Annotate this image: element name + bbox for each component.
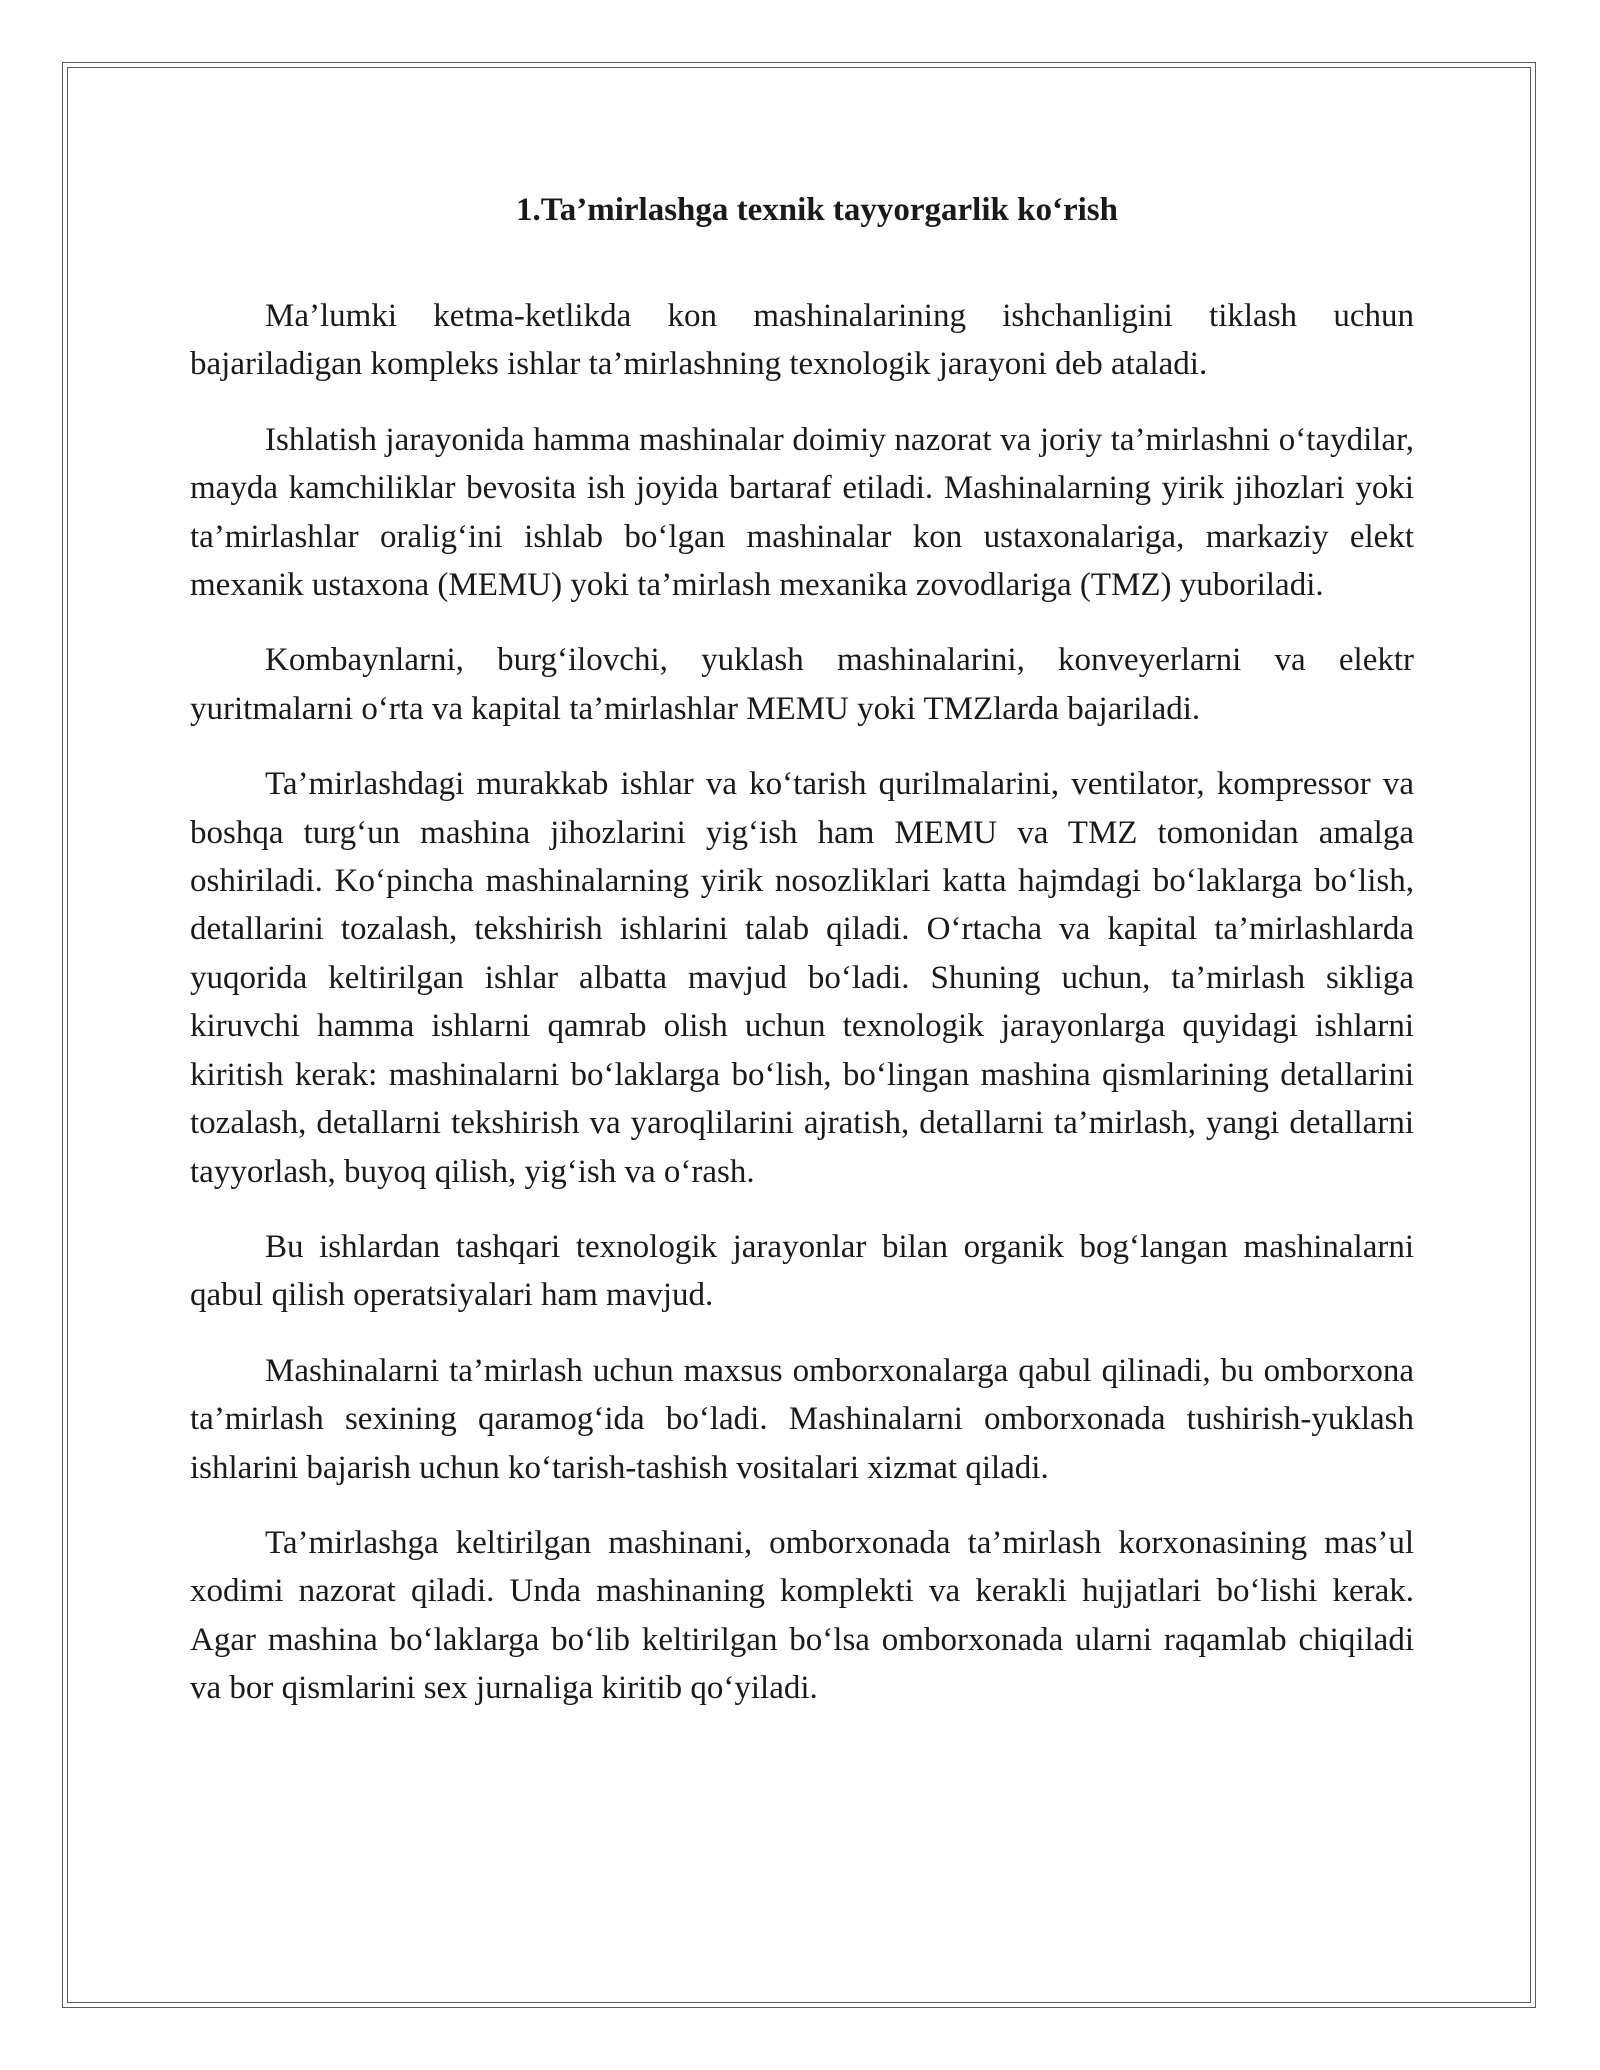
paragraph-7: Ta’mirlashga keltirilgan mashinani, omborxonada ta’mirlash korxonasining mas’ul xodimi nazorat qiladi. Unda mashinaning komplekti va kerakli hujjatlari bo‘lishi kerak. Agar mashina bo‘laklarga bo‘lib keltirilgan bo‘lsa omborxonada ularni raqamlab chiqiladi va bor qismlarini sex jurnaliga kiritib qo‘yiladi.: [190, 1524, 1414, 1707]
paragraph-4: Ta’mirlashdagi murakkab ishlar va ko‘tarish qurilmalarini, ventilator, kompressor va boshqa turg‘un mashina jihozlarini yig‘ish ham MEMU va TMZ tomonidan amalga oshiriladi. Ko‘pincha mashinalarning yirik nosozliklari katta hajmdagi bo‘laklarga bo‘lish, detallarini tozalash, tekshirish ishlarini talab qiladi. O‘rtacha va kapital ta’mirlashlarda yuqorida keltirilgan ishlar albatta mavjud bo‘ladi. Shuning uchun, ta’mirlash sikliga kiruvchi hamma ishlarni qamrab olish uchun texnologik jarayonlarga quyidagi ishlarni kiritish kerak: mashinalarni bo‘laklarga bo‘lish, bo‘lingan mashina qismlarining detallarini tozalash, detallarni tekshirish va yaroqlilarini ajratish, detallarni ta’mirlash, yangi detallarni tayyorlash, buyoq qilish, yig‘ish va o‘rash.: [190, 766, 1414, 1190]
paragraph-1: Ma’lumki ketma-ketlikda kon mashinalarining ishchanligini tiklash uchun bajariladigan kompleks ishlar ta’mirlashning texnologik jarayoni deb ataladi.: [190, 298, 1414, 383]
paragraph-6: Mashinalarni ta’mirlash uchun maxsus omborxonalarga qabul qilinadi, bu omborxona ta’mirlash sexining qaramog‘ida bo‘ladi. Mashinalarni omborxonada tushirish-yuklash ishlarini bajarish uchun ko‘tarish-tashish vositalari xizmat qiladi.: [190, 1352, 1414, 1486]
paragraph-3: Kombaynlarni, burg‘ilovchi, yuklash mashinalarini, konveyerlarni va elektr yuritmalarni o‘rta va kapital ta’mirlashlar MEMU yoki TMZlarda bajariladi.: [190, 642, 1414, 727]
document-title: 1.Ta’mirlashga texnik tayyorgarlik ko‘rish: [516, 192, 1118, 228]
document-body: [190, 186, 1414, 1740]
paragraph-2: Ishlatish jarayonida hamma mashinalar doimiy nazorat va joriy ta’mirlashni o‘taydilar, mayda kamchiliklar bevosita ish joyida bartaraf etiladi. Mashinalarning yirik jihozlari yoki ta’mirlashlar oralig‘ini ishlab bo‘lgan mashinalar kon ustaxonalariga, markaziy elekt mexanik ustaxona (MEMU) yoki ta’mirlash mexanika zovodlariga (TMZ) yuboriladi.: [190, 421, 1414, 604]
paragraph-5: Bu ishlardan tashqari texnologik jarayonlar bilan organik bog‘langan mashinalarni qabul qilish operatsiyalari ham mavjud.: [190, 1228, 1414, 1314]
